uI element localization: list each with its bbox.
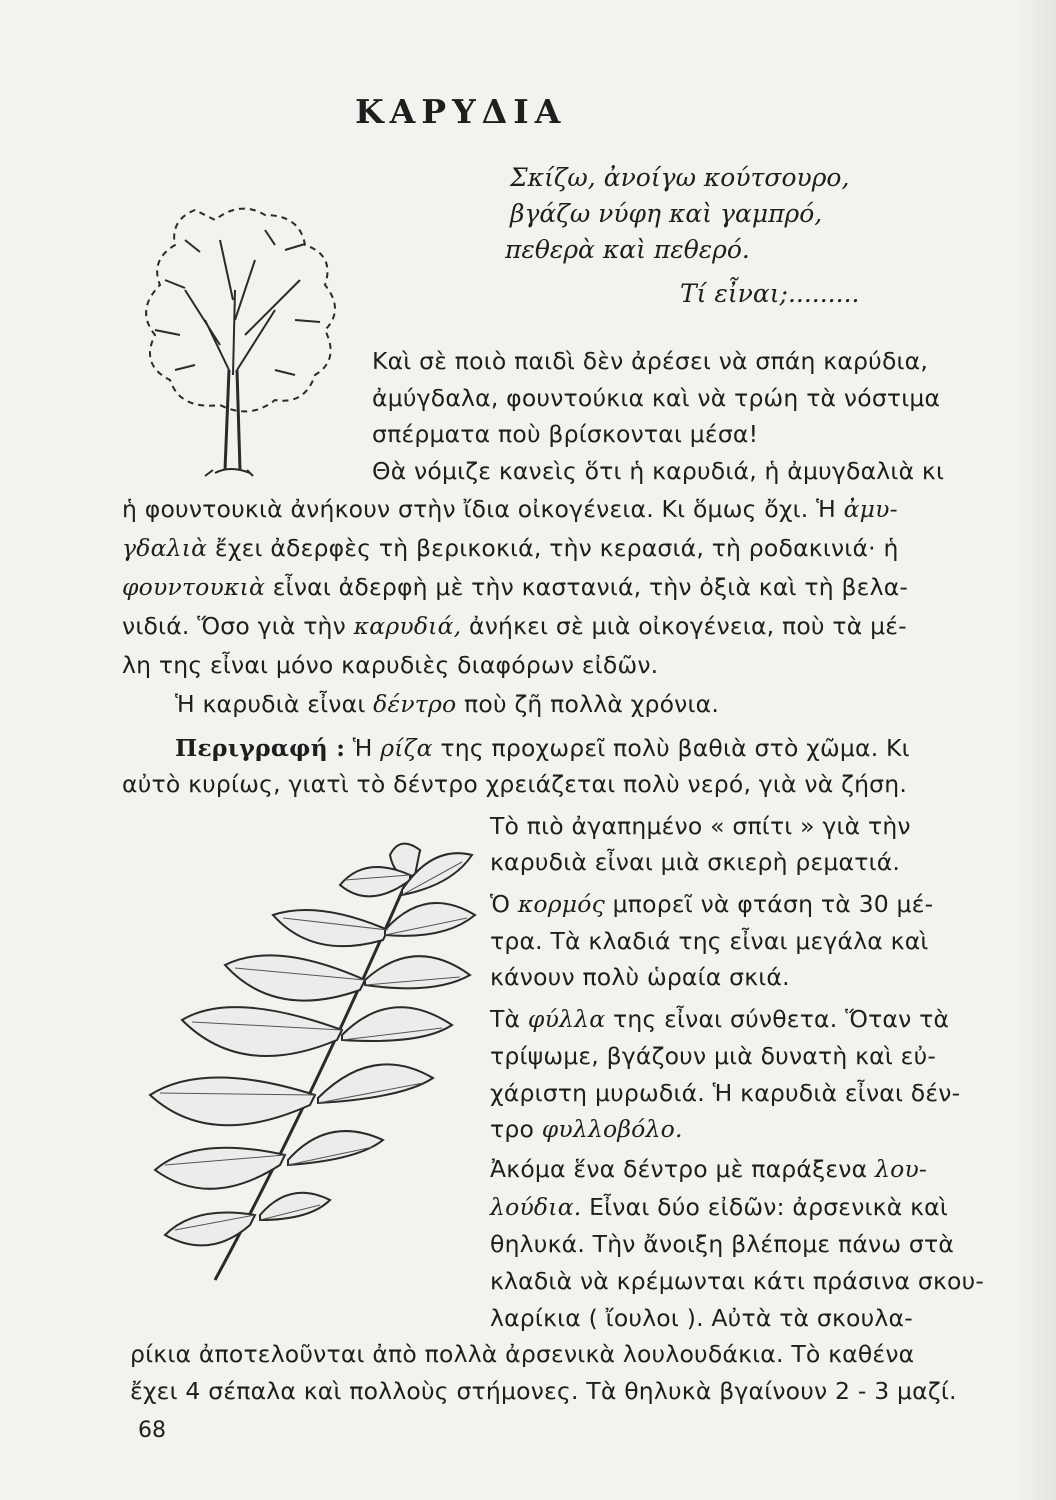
text-line — [122, 610, 907, 642]
text-segment: ἡ φουντουκιὰ ἀνήκουν στὴν ἴδια οἰκογένεια. Κι ὅμως ὄχι. Ἡ — [122, 495, 844, 523]
italic-word: λου- — [875, 1155, 928, 1183]
text-segment: εἶναι ἀδερφὴ μὲ τὴν καστανιά, τὴν ὀξιὰ καὶ τὴ βελα- — [265, 573, 909, 601]
italic-word: φουντουκιὰ — [122, 573, 266, 601]
text-line: τρίψωμε, βγάζουν μιὰ δυνατὴ καὶ εὐ- — [490, 1042, 937, 1070]
text-line: Θὰ νόμιζε κανεὶς ὅτι ἡ καρυδιά, ἡ ἀμυγδαλιὰ κι — [372, 457, 945, 485]
text-line: σπέρματα ποὺ βρίσκονται μέσα! — [372, 420, 759, 448]
text-segment: τρο — [490, 1115, 542, 1143]
text-line: λη της εἶναι μόνο καρυδιὲς διαφόρων εἰδῶν. — [122, 651, 659, 679]
text-line: Καὶ σὲ ποιὸ παιδὶ δὲν ἀρέσει νὰ σπάη καρύδια, — [372, 347, 929, 375]
walnut-leaf-illustration — [120, 835, 485, 1290]
text-segment: Ἡ καρυδιὰ εἶναι — [175, 690, 374, 718]
italic-word: γδαλιὰ — [122, 534, 208, 562]
italic-word: καρυδιά, — [353, 612, 462, 640]
text-line: ἔχει 4 σέπαλα καὶ πολλοὺς στήμονες. Τὰ θηλυκὰ βγαίνουν 2 - 3 μαζί. — [130, 1377, 957, 1405]
text-line: τρα. Τὰ κλαδιά της εἶναι μεγάλα καὶ — [490, 927, 929, 955]
text-line: ρίκια ἀποτελοῦνται ἀπὸ πολλὰ ἀρσενικὰ λουλουδάκια. Τὸ καθένα — [130, 1340, 915, 1368]
text-segment: ποὺ ζῆ πολλὰ χρόνια. — [456, 690, 719, 718]
text-line: θηλυκά. Τὴν ἄνοιξη βλέπομε πάνω στὰ — [490, 1230, 955, 1258]
italic-word: ἀμυ- — [843, 495, 898, 523]
page-title: ΚΑΡΥΔΙΑ — [355, 92, 567, 131]
text-segment: μπορεῖ νὰ φτάση τὰ 30 μέ- — [604, 890, 934, 918]
text-segment: της εἶναι σύνθετα. Ὅταν τὰ — [605, 1005, 950, 1033]
riddle-question: Τί εἶναι;......... — [680, 279, 860, 308]
page-number: 68 — [138, 1418, 166, 1443]
italic-word: ρίζα — [380, 734, 433, 762]
text-line: Τὸ πιὸ ἀγαπημένο « σπίτι » γιὰ τὴν — [490, 812, 911, 840]
text-line — [490, 1113, 683, 1145]
italic-word: δέντρο — [373, 690, 457, 718]
text-line — [490, 1191, 948, 1223]
text-line — [122, 532, 899, 564]
text-segment: Ἡ — [345, 734, 381, 762]
text-segment: Ὁ — [490, 890, 518, 918]
italic-word: λούδια. — [490, 1193, 582, 1221]
italic-word: φυλλοβόλο. — [541, 1115, 683, 1143]
text-line: χάριστη μυρωδιά. Ἡ καρυδιὰ εἶναι δέν- — [490, 1079, 961, 1107]
text-line: κάνουν πολὺ ὡραία σκιά. — [490, 963, 790, 991]
text-line: λαρίκια ( ἴουλοι ). Αὐτὰ τὰ σκουλα- — [490, 1304, 913, 1332]
text-segment: ἀνήκει σὲ μιὰ οἰκογένεια, ποὺ τὰ μέ- — [461, 612, 907, 640]
text-segment: Εἶναι δύο εἰδῶν: ἀρσενικὰ καὶ — [581, 1193, 948, 1221]
section-heading: Περιγραφή : — [175, 734, 346, 762]
text-line — [122, 571, 908, 603]
walnut-tree-illustration — [125, 170, 340, 480]
text-line: καρυδιὰ εἶναι μιὰ σκιερὴ ρεματιά. — [490, 848, 901, 876]
page-edge-shadow — [1016, 0, 1056, 1500]
text-line: ἀμύγδαλα, φουντούκια καὶ νὰ τρώη τὰ νόστιμα — [372, 384, 941, 412]
italic-word: κορμός — [517, 890, 605, 918]
text-segment: νιδιά. Ὅσο γιὰ τὴν — [122, 612, 354, 640]
riddle-line-1: Σκίζω, ἀνοίγω κούτσουρο, — [510, 163, 850, 192]
italic-word: φύλλα — [527, 1005, 606, 1033]
text-segment: Τὰ — [490, 1005, 528, 1033]
text-segment: της προχωρεῖ πολὺ βαθιὰ στὸ χῶμα. Κι — [432, 734, 910, 762]
text-line — [122, 493, 898, 525]
riddle-line-2: βγάζω νύφη καὶ γαμπρό, — [510, 199, 823, 228]
text-line: κλαδιὰ νὰ κρέμωνται κάτι πράσινα σκου- — [490, 1267, 985, 1295]
text-segment: ἔχει ἀδερφὲς τὴ βερικοκιά, τὴν κερασιά, τὴ ροδακινιά· ἡ — [207, 534, 899, 562]
text-line — [490, 888, 933, 920]
riddle-line-3: πεθερὰ καὶ πεθερό. — [505, 235, 750, 264]
text-line — [175, 732, 910, 764]
text-line: αὐτὸ κυρίως, γιατὶ τὸ δέντρο χρειάζεται πολὺ νερό, γιὰ νὰ ζήση. — [122, 770, 908, 798]
text-segment: Ἀκόμα ἕνα δέντρο μὲ παράξενα — [490, 1155, 875, 1183]
text-line — [175, 688, 719, 720]
text-line — [490, 1153, 927, 1185]
text-line — [490, 1003, 949, 1035]
